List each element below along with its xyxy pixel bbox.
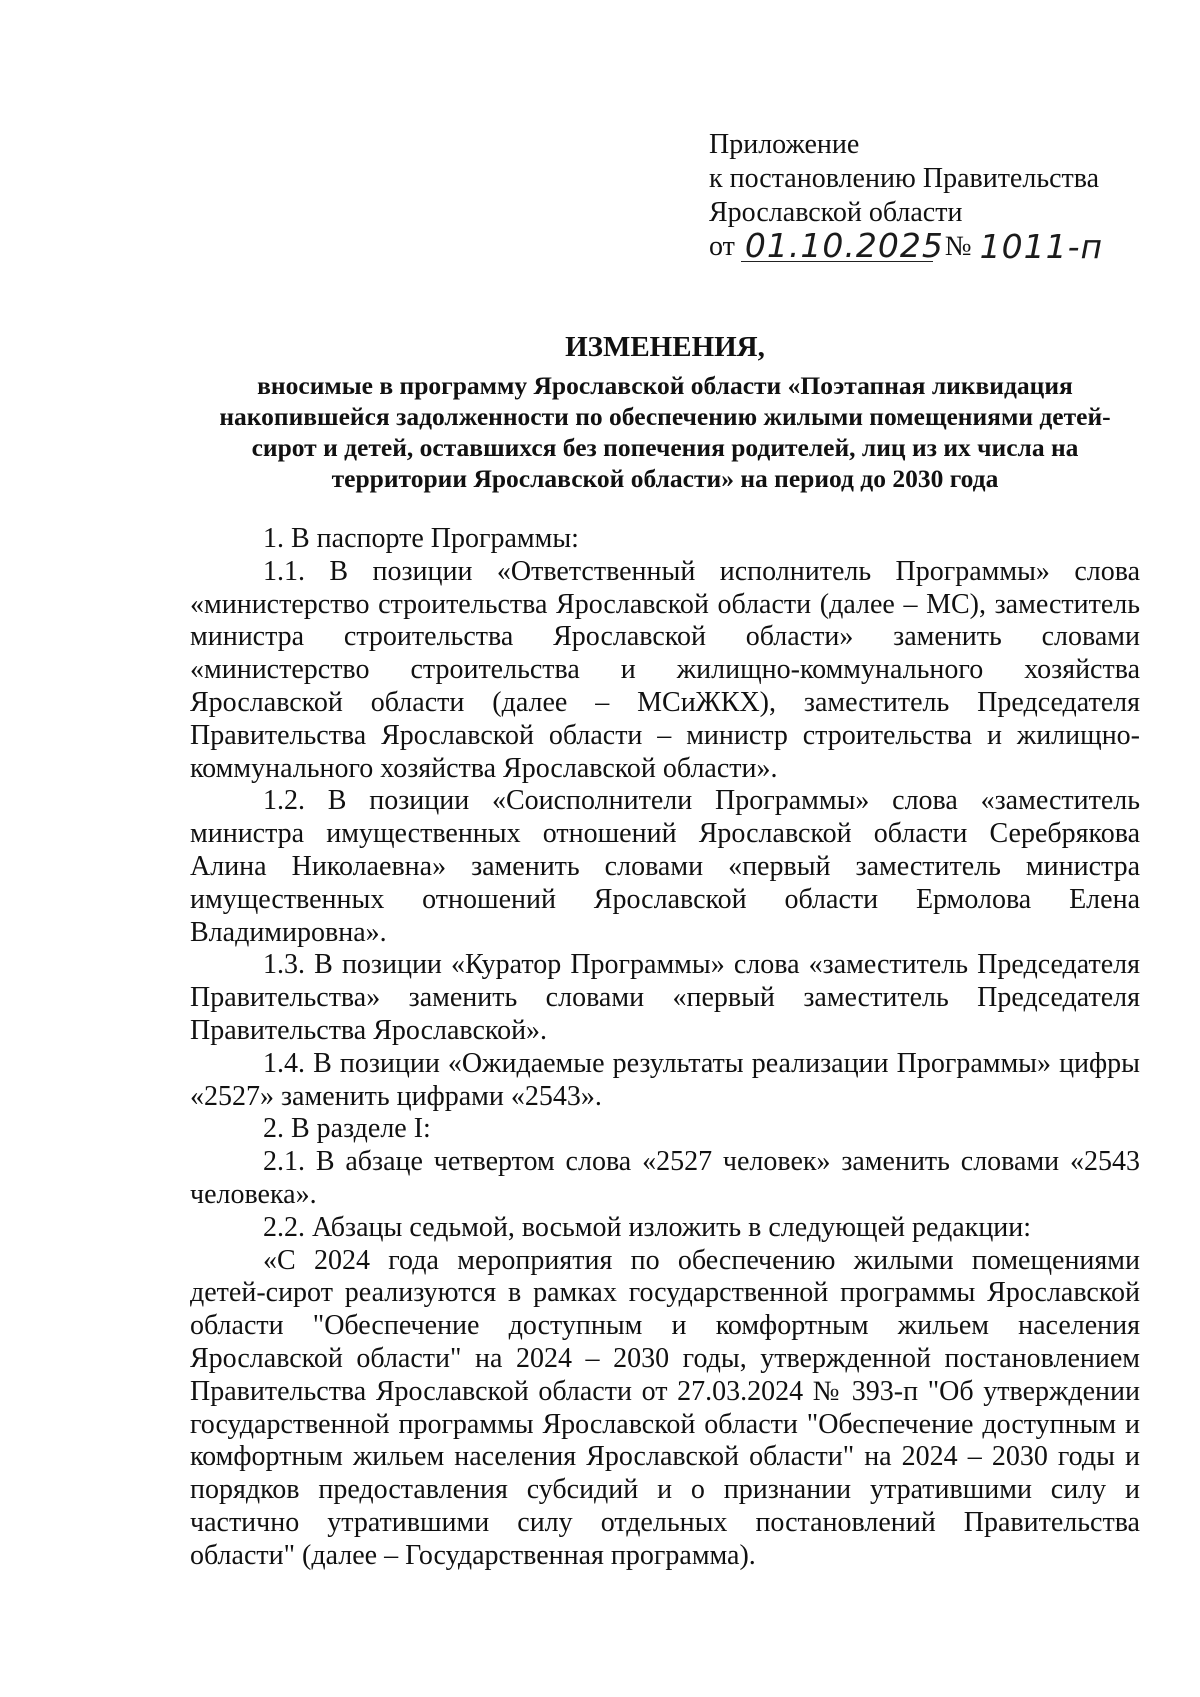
paragraph-1: 1. В паспорте Программы: [263, 523, 579, 554]
paragraph-2-1: 2.1. В абзаце четвертом слова «2527 человек» заменить словами «2543 человека». [190, 1146, 1140, 1210]
paragraph-1-2: 1.2. В позиции «Соисполнители Программы» слова «заместитель министра имущественных отношений Ярославской области Серебрякова Алина Николаевна» заменить словами «первый заместитель министра имущественных отношений Ярославской области Ермолова Елена Владимировна». [190, 785, 1140, 948]
document-body [190, 523, 1140, 1573]
paragraph-1-3: 1.3. В позиции «Куратор Программы» слова «заместитель Председателя Правительства» заменить словами «первый заместитель Председателя Правительства Ярославской». [190, 949, 1140, 1046]
handwritten-number: 1011-п [979, 227, 1104, 266]
paragraph-2-2: 2.2. Абзацы седьмой, восьмой изложить в следующей редакции: [263, 1211, 1032, 1243]
paragraph-1-4: 1.4. В позиции «Ожидаемые результаты реализации Программы» цифры «2527» заменить цифрами «2543». [190, 1047, 1140, 1112]
number-prefix: № [944, 231, 972, 262]
appendix-decree-ref: к постановлению Правительства [709, 163, 1100, 194]
paragraph-quoted-text: «С 2024 года мероприятия по обеспечению жилыми помещениями детей-сирот реализуются в рамках государственной программы Ярославской области "Обеспечение доступным и комфортным жильем населения Ярославской области" на 2024 – 2030 годы, утвержденной постановлением Правительства Ярославской области от 27.03.2024 № 393-п "Об утверждении государственной программы Ярославской области "Обеспечение доступным и комфортным жильем населения Ярославской области" на 2024 – 2030 годы и порядков предоставления субсидий и о признании утратившими силу и частично утратившими силу отдельных постановлений Правительства области" (далее – Государственная программа). [190, 1244, 1140, 1571]
appendix-date-number-row [709, 226, 1104, 266]
appendix-header [709, 128, 1103, 264]
date-prefix: от [709, 231, 735, 262]
document-subtitle: вносимые в программу Ярославской области «Поэтапная ликвидация накопившейся задолженности по обеспечению жилыми помещениями детей-сирот и детей, оставшихся без попечения родителей, лиц из их числа на территории Ярославской области» на период до 2030 года [219, 371, 1111, 493]
document-title-block [190, 330, 1140, 494]
handwritten-date: 01.10.2025 [741, 231, 933, 262]
paragraph-1-1: 1.1. В позиции «Ответственный исполнитель Программы» слова «министерство строительства Ярославской области (далее – МС), заместитель министра строительства Ярославской области» заменить словами «министерство строительства и жилищно-коммунального хозяйства Ярославской области (далее – МСиЖКХ), заместитель Председателя Правительства Ярославской области – министр строительства и жилищно-коммунального хозяйства Ярославской области». [190, 555, 1140, 784]
appendix-label: Приложение [709, 129, 860, 160]
paragraph-2: 2. В разделе I: [263, 1113, 431, 1145]
document-title: ИЗМЕНЕНИЯ, [565, 331, 765, 363]
appendix-region: Ярославской области [709, 197, 963, 228]
